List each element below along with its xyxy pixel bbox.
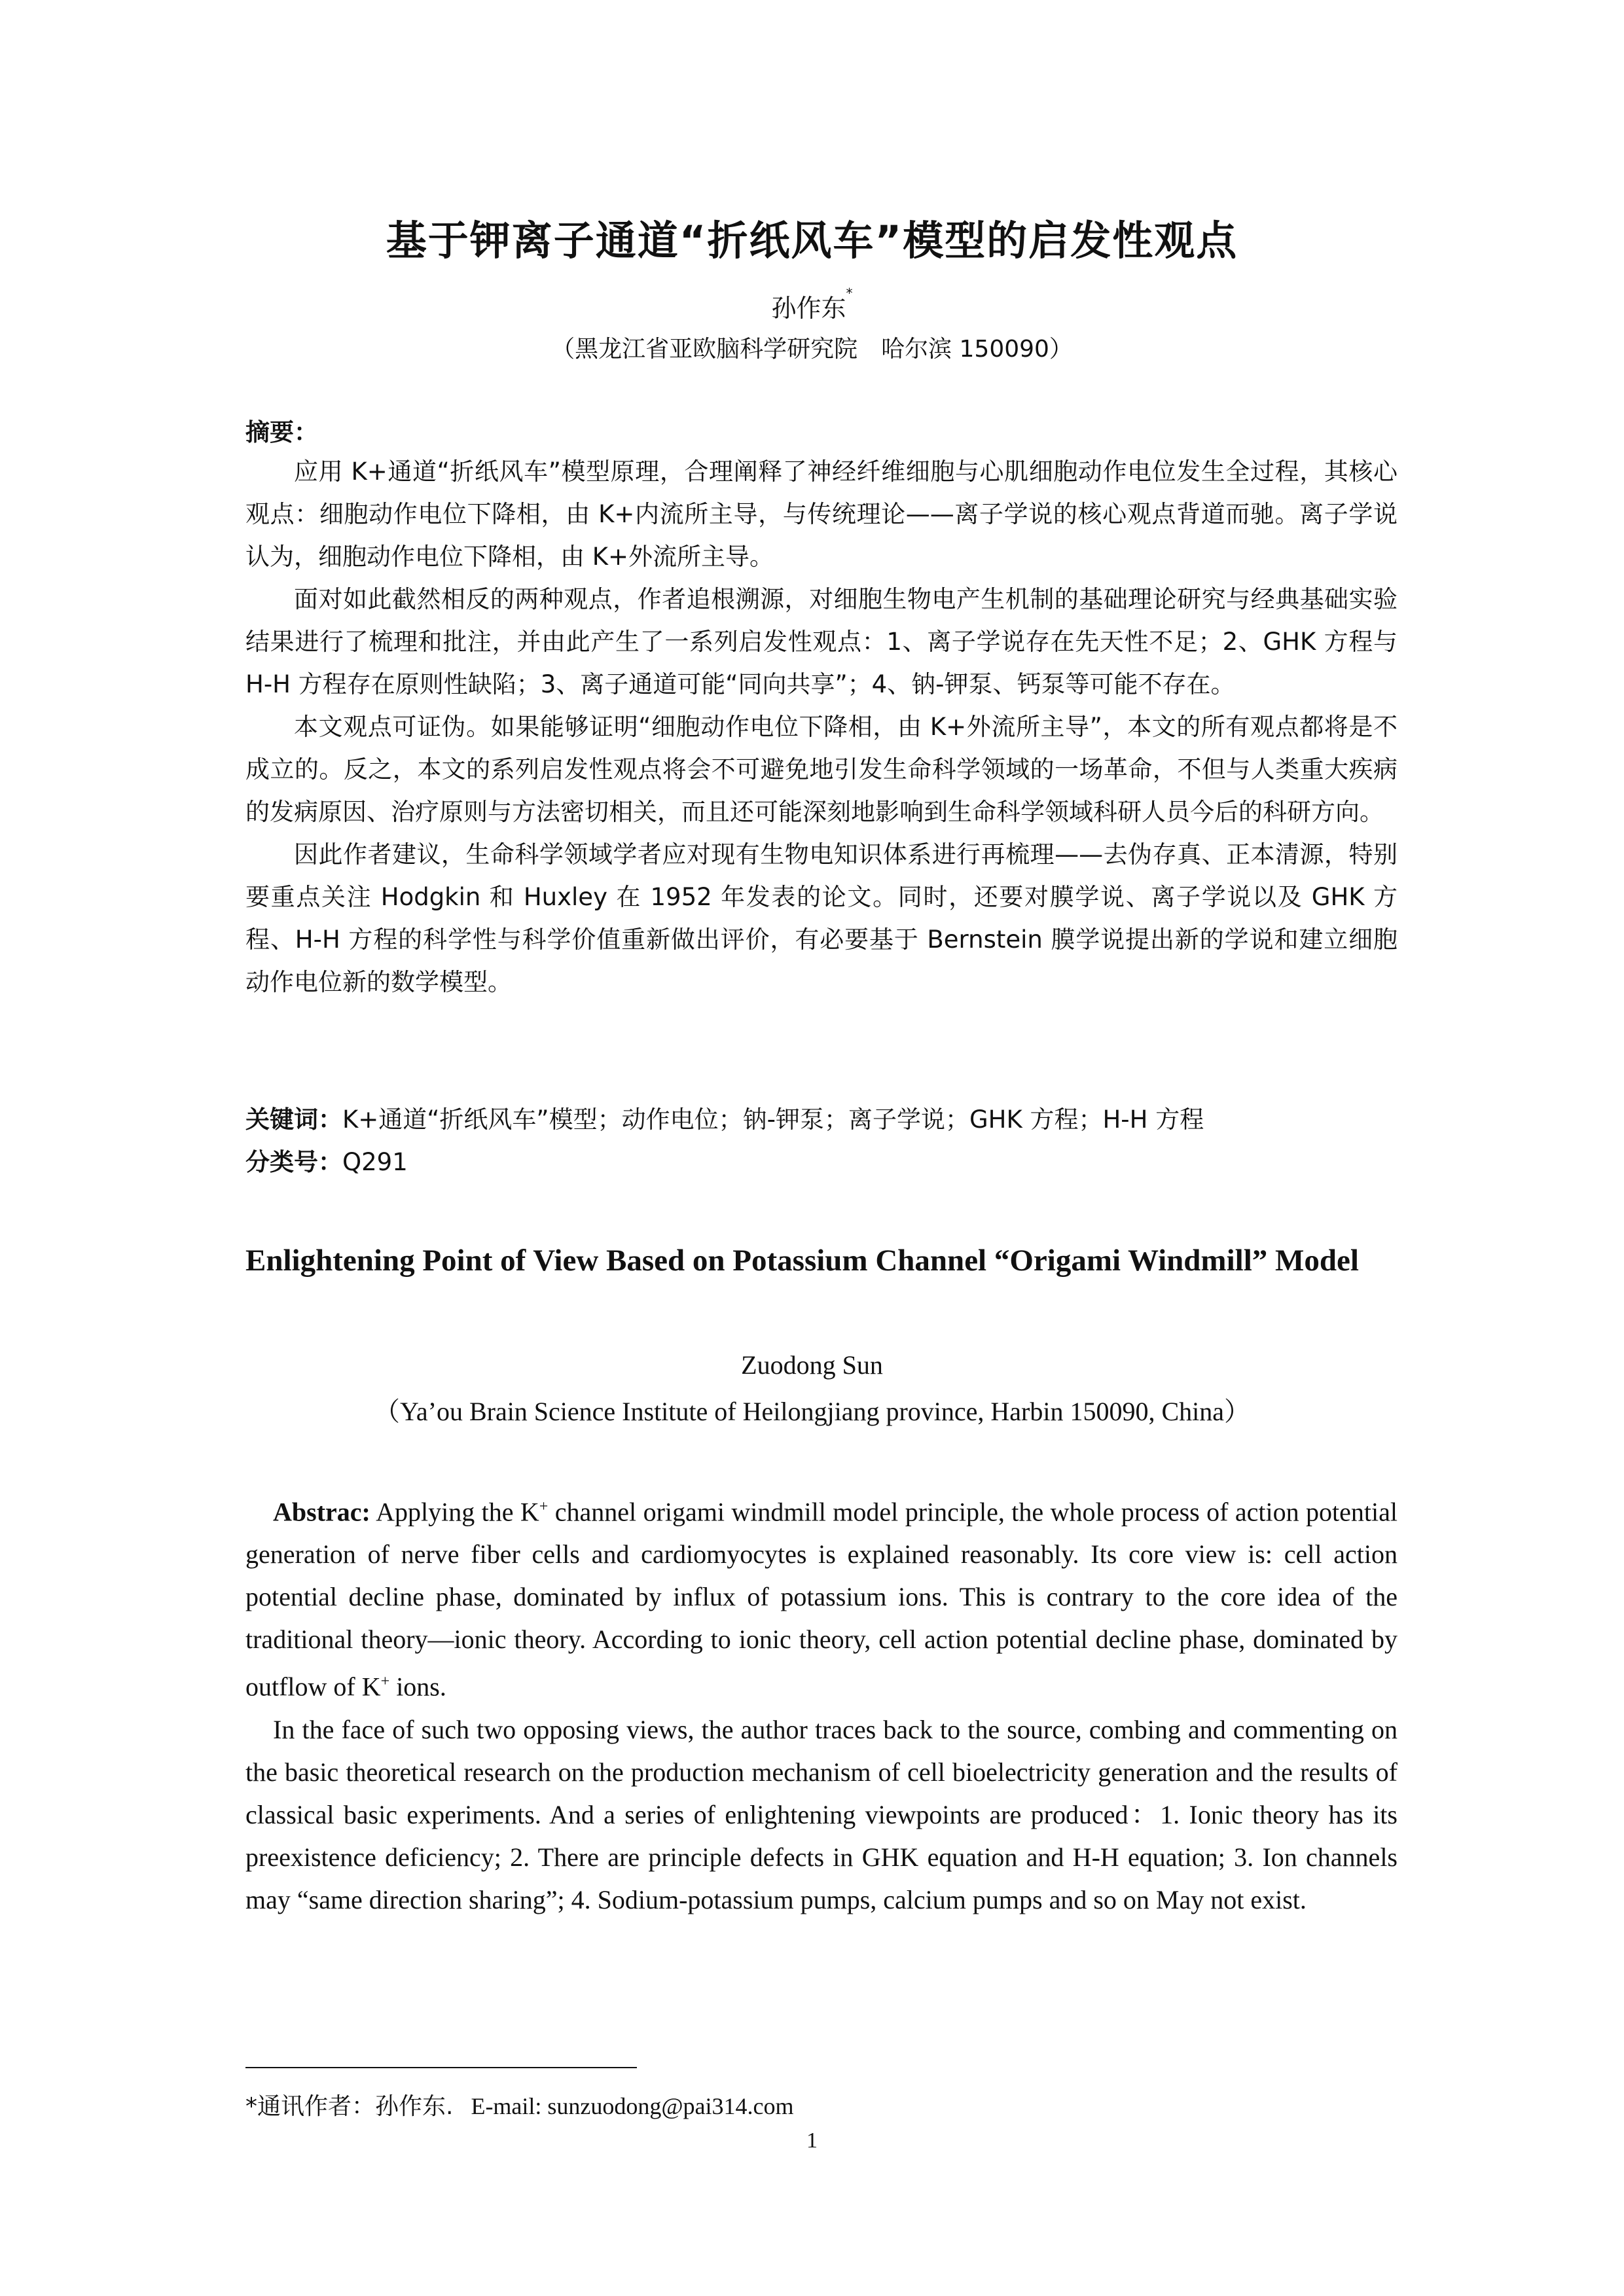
classification-label: 分类号：: [245, 1148, 342, 1176]
abstract-english-paragraph-1: [245, 1486, 1398, 1708]
abstract-english-text-c: ions.: [389, 1672, 446, 1702]
footnote: [245, 2088, 794, 2121]
footnote-label: *通讯作者：孙作东.: [245, 2093, 454, 2120]
superscript-plus: +: [539, 1498, 549, 1515]
affiliation-chinese: （黑龙江省亚欧脑科学研究院 哈尔滨 150090）: [551, 336, 1073, 363]
abstract-english-text-b: channel origami windmill model principle, the whole process of action potential generation of nerve fiber cells and cardiomyocytes is explained reasonably. Its core view is: cell action potential decline phase, dominated by influx of potassium ions. This is contrary to the core idea of the traditional theory—ionic theory. According to ionic theory, cell action potential decline phase, dominated by outflow of K: [245, 1497, 1398, 1702]
author-english: Zuodong Sun: [741, 1350, 883, 1380]
abstract-english-text-a: Applying the K: [376, 1497, 539, 1527]
keywords-text: K+通道“折纸风车”模型；动作电位；钠-钾泵；离子学说；GHK 方程；H-H 方程: [342, 1105, 1204, 1134]
abstract-paragraph-3: 本文观点可证伪。如果能够证明“细胞动作电位下降相，由 K+外流所主导”，本文的所有观点都将是不成立的。反之，本文的系列启发性观点将会不可避免地引发生命科学领域的一场革命，不但与人类重大疾病的发病原因、治疗原则与方法密切相关，而且还可能深刻地影响到生命科学领域科研人员今后的科研方向。: [245, 713, 1398, 826]
affiliation-english: （Ya’ou Brain Science Institute of Heilongjiang province, Harbin 150090, China）: [373, 1397, 1251, 1426]
keywords-chinese: [245, 1100, 1398, 1135]
abstract-body-english: [245, 1486, 1398, 1921]
title-chinese: 基于钾离子通道“折纸风车”模型的启发性观点: [386, 217, 1238, 264]
abstract-body-chinese: [245, 450, 1398, 1003]
classification-value: Q291: [342, 1148, 408, 1176]
abstract-heading-chinese: 摘要：: [245, 418, 318, 446]
footnote-divider: [245, 2067, 637, 2068]
superscript-plus: +: [380, 1673, 390, 1691]
abstract-english-paragraph-2: In the face of such two opposing views, the author traces back to the source, combing and commenting on the basic theoretical research on the production mechanism of cell bioelectricity generation and the results of classical basic experiments. And a series of enlightening viewpoints are produced：1. Ionic theory has its preexistence deficiency; 2. There are principle defects in GHK equation and H-H equation; 3. Ion channels may “same direction sharing”; 4. Sodium-potassium pumps, calcium pumps and so on May not exist.: [245, 1714, 1398, 1914]
title-english: Enlightening Point of View Based on Potassium Channel “Origami Windmill” Model: [245, 1244, 1359, 1278]
author-chinese: [0, 285, 1624, 324]
keywords-label: 关键词：: [245, 1105, 342, 1134]
abstract-english-label: Abstrac:: [273, 1497, 370, 1527]
classification-number: [245, 1142, 1398, 1177]
abstract-paragraph-4: 因此作者建议，生命科学领域学者应对现有生物电知识体系进行再梳理——去伪存真、正本清源，特别要重点关注 Hodgkin 和 Huxley 在 1952 年发表的论文。同时，还要对膜学说、离子学说以及 GHK 方程、H-H 方程的科学性与科学价值重新做出评价，有必要基于 Bernstein 膜学说提出新的学说和建立细胞动作电位新的数学模型。: [245, 840, 1398, 996]
author-name-chinese: 孙作东: [771, 294, 846, 323]
abstract-paragraph-2: 面对如此截然相反的两种观点，作者追根溯源，对细胞生物电产生机制的基础理论研究与经典基础实验结果进行了梳理和批注，并由此产生了一系列启发性观点：1、离子学说存在先天性不足；2、GHK 方程与 H-H 方程存在原则性缺陷；3、离子通道可能“同向共享”；4、钠-钾泵、钙泵等可能不存在。: [245, 585, 1398, 698]
abstract-paragraph-1: 应用 K+通道“折纸风车”模型原理，合理阐释了神经纤维细胞与心肌细胞动作电位发生全过程，其核心观点：细胞动作电位下降相，由 K+内流所主导，与传统理论——离子学说的核心观点背道而驰。离子学说认为，细胞动作电位下降相，由 K+外流所主导。: [245, 457, 1398, 571]
footnote-email: E-mail: sunzuodong@pai314.com: [471, 2093, 794, 2119]
page-number: 1: [806, 2128, 818, 2153]
corresponding-author-mark: *: [846, 285, 853, 301]
